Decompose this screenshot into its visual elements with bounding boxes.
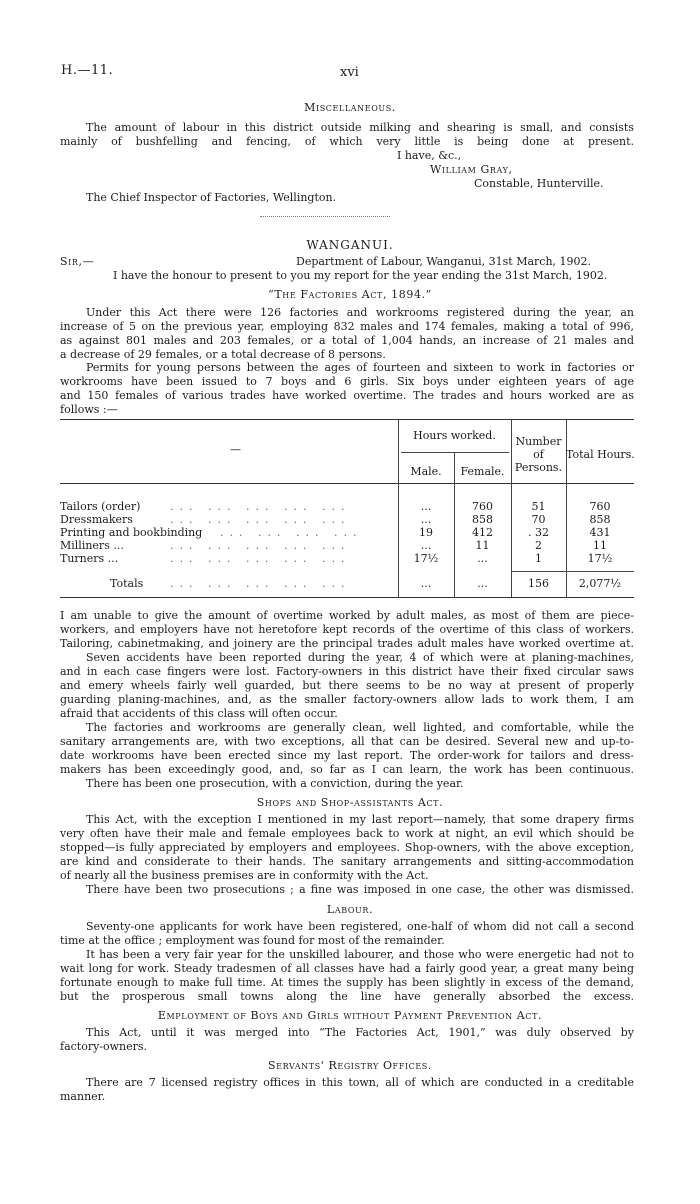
miscellaneous-heading: Miscellaneous.	[304, 101, 396, 114]
para12-line: There are 7 licensed registry offices in this town, all of which are conducted in a creditable	[86, 1076, 634, 1089]
female-hours: 11	[475, 539, 490, 552]
persons-header-1: Number	[515, 435, 562, 448]
para5-line: date workrooms have been erected since my last report. The order-work for tailors and dress-	[60, 749, 634, 762]
persons-count: 51	[531, 500, 546, 513]
para10-line: fortunate enough to make full time. At times the supply has been slightly in excess of the demand,	[60, 976, 634, 989]
female-hours: 858	[472, 513, 493, 526]
para10-line: wait long for work. Steady tradesmen of all classes have had a fairly good year, a great many being	[60, 962, 634, 975]
signatory-name: William Gray,	[430, 163, 513, 176]
total-hours: 858	[589, 513, 611, 526]
hours-worked-header: Hours worked.	[413, 429, 496, 442]
leader-dots: ... ... ... ... ...	[170, 513, 351, 526]
para7-line: are kind and considerate to their hands. The sanitary arrangements and sitting-accommodation	[60, 855, 634, 868]
trade-name: Tailors (order)	[60, 500, 141, 513]
sign-have: I have, &c.,	[397, 149, 462, 162]
male-hours: ...	[420, 539, 432, 552]
para4-line: and emery wheels fairly well guarded, but there seems to be no way at present of properly	[60, 679, 634, 692]
female-hours: 412	[472, 526, 493, 539]
leader-dots: ... ... ... ... ...	[170, 552, 351, 565]
para10-line: but the prosperous small towns along the line have generally absorbed the excess.	[60, 990, 634, 1003]
addressee: The Chief Inspector of Factories, Wellington.	[86, 191, 337, 204]
total-hours-header: Total Hours.	[566, 448, 635, 461]
district-title: WANGANUI.	[306, 238, 394, 252]
trade-name: Turners ...	[60, 552, 119, 565]
para4-line: and in each case fingers were lost. Factory-owners in this district have their fixed circular saws	[60, 665, 634, 678]
trade-name: Printing and bookbinding	[60, 526, 203, 539]
para1-line: as against 801 males and 203 females, or a total of 1,004 hands, an increase of 21 males and	[60, 334, 634, 347]
leader-dots: ... ... ... ...	[220, 526, 363, 539]
para3-line: Tailoring, cabinetmaking, and joinery are the principal trades adult males have worked overtime at.	[60, 637, 634, 650]
para11-line: factory-owners.	[60, 1040, 148, 1053]
totals-rule	[511, 571, 634, 572]
para5-line: sanitary arrangements are, with two exceptions, all that can be desired. Several new and up-to-	[60, 735, 634, 748]
persons-count: 1	[535, 552, 542, 565]
persons-count: 2	[535, 539, 542, 552]
para1-line: a decrease of 29 females, or a total decrease of 8 persons.	[60, 348, 386, 361]
leader-dots: ... ... ... ... ...	[170, 577, 351, 590]
persons-count: 70	[531, 513, 546, 526]
trade-name: Dressmakers	[60, 513, 133, 526]
labour-heading: Labour.	[326, 903, 374, 916]
leader-dots: ... ... ... ... ...	[170, 500, 351, 513]
para4-line: guarding planing-machines, and, as the smaller factory-owners allow lads to work them, I am	[60, 693, 634, 706]
para1-line: increase of 5 on the previous year, employing 832 males and 174 females, making a total of 996,	[60, 320, 634, 333]
total-hours: 760	[589, 500, 611, 513]
section-divider	[260, 216, 390, 217]
para12-line: manner.	[60, 1090, 106, 1103]
para7-line: This Act, with the exception I mentioned in my last report—namely, that some drapery firms	[86, 813, 634, 826]
totals-persons: 156	[528, 577, 549, 590]
shops-heading: Shops and Shop-assistants Act.	[256, 796, 444, 809]
registry-heading: Servants' Registry Offices.	[268, 1059, 432, 1072]
misc-line-1: The amount of labour in this district outside milking and shearing is small, and consists	[86, 121, 634, 134]
signatory-title: Constable, Hunterville.	[474, 177, 604, 190]
act-heading: “The Factories Act, 1894.”	[268, 288, 432, 301]
para2-line: follows :—	[60, 403, 118, 416]
para11-line: This Act, until it was merged into “The Factories Act, 1901,” was duly observed by	[86, 1026, 634, 1039]
female-hours: ...	[477, 552, 488, 565]
para7-line: very often have their male and female employees back to work at night, an evil which should be	[60, 827, 634, 840]
para7-line: stopped—is fully appreciated by employers and employees. Shop-owners, with the above exception,	[60, 841, 634, 854]
para2-line: workrooms have been issued to 7 boys and 6 girls. Six boys under eighteen years of age	[60, 375, 634, 388]
para7-line: of nearly all the business premises are in conformity with the Act.	[60, 869, 429, 882]
trade-header-dash: —	[230, 443, 241, 456]
para9-line: time at the office ; employment was found for most of the remainder.	[60, 934, 445, 947]
table-bottom-rule	[60, 597, 634, 598]
para6-line: There has been one prosecution, with a conviction, during the year.	[86, 777, 464, 790]
para5-line: The factories and workrooms are generally clean, well lighted, and comfortable, while the	[86, 721, 634, 734]
table-top-rule	[60, 419, 634, 420]
para8-line: There have been two prosecutions ; a fine was imposed in one case, the other was dismissed.	[86, 883, 634, 896]
employment-heading: Employment of Boys and Girls without Payment Prevention Act.	[157, 1009, 543, 1022]
report-reference: H.—11.	[61, 63, 114, 78]
para3-line: I am unable to give the amount of overtime worked by adult males, as most of them are piece-	[60, 609, 634, 622]
male-header: Male.	[410, 465, 442, 478]
total-hours: 11	[593, 539, 607, 552]
para1-line: Under this Act there were 126 factories and workrooms registered during the year, an	[86, 306, 634, 319]
header-bottom-rule	[60, 483, 634, 484]
female-header: Female.	[460, 465, 505, 478]
para10-line: It has been a very fair year for the unskilled labourer, and those who were energetic had not to	[86, 948, 634, 961]
misc-line-2: mainly of bushfelling and fencing, of which very little is being done at present.	[60, 135, 634, 148]
para3-line: workers, and employers have not heretofore kept records of the overtime of this class of workers.	[60, 623, 634, 636]
trade-name: Milliners ...	[60, 539, 124, 552]
totals-label: Totals	[110, 577, 144, 590]
para2-line: Permits for young persons between the ages of fourteen and sixteen to work in factories or	[86, 361, 634, 374]
para5-line: makers has been exceedingly good, and, so far as I can learn, the work has been continuous.	[60, 763, 634, 776]
salutation: Sir,—	[60, 255, 95, 268]
para2-line: and 150 females of various trades have worked overtime. The trades and hours worked are as	[60, 389, 634, 402]
intro-line: I have the honour to present to you my report for the year ending the 31st March, 1902.	[113, 269, 608, 282]
total-hours: 17½	[587, 552, 613, 565]
male-hours: 17½	[413, 552, 439, 565]
female-hours: 760	[472, 500, 493, 513]
para4-line: afraid that accidents of this class will often occur.	[60, 707, 338, 720]
para9-line: Seventy-one applicants for work have been registered, one-half of whom did not call a second	[86, 920, 634, 933]
male-hours: 19	[419, 526, 433, 539]
hours-sub-rule	[401, 452, 509, 453]
totals-male: ...	[420, 577, 432, 590]
persons-count: . 32	[528, 526, 549, 539]
male-hours: ...	[420, 513, 432, 526]
total-hours: 431	[589, 526, 611, 539]
dateline: Department of Labour, Wanganui, 31st March, 1902.	[296, 255, 592, 268]
persons-header-2: of	[533, 448, 544, 461]
leader-dots: ... ... ... ... ...	[170, 539, 351, 552]
para4-line: Seven accidents have been reported during the year, 4 of which were at planing-machines,	[86, 651, 634, 664]
overtime-table	[60, 419, 634, 607]
page-number: xvi	[340, 65, 359, 80]
totals-hours: 2,077½	[578, 577, 622, 590]
male-hours: ...	[420, 500, 432, 513]
totals-female: ...	[477, 577, 488, 590]
persons-header-3: Persons.	[514, 461, 563, 474]
